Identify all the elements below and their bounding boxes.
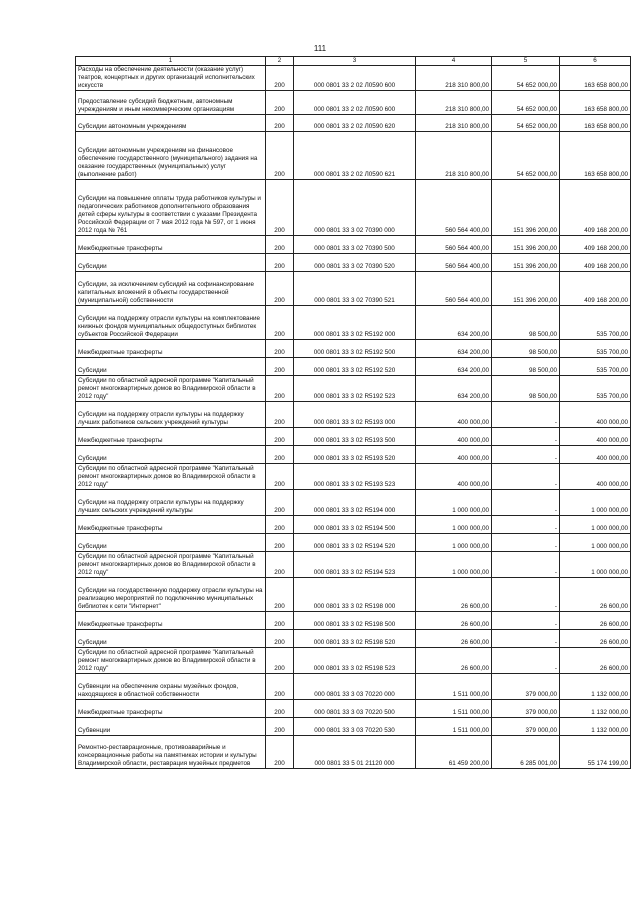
row-name-cell: Субсидии [76, 254, 266, 272]
row-value-cell: 400 000,00 [416, 464, 492, 490]
row-kbk-cell: 000 0801 33 3 02 R5192 500 [294, 340, 416, 358]
row-value-cell: 535 700,00 [560, 340, 631, 358]
row-value-cell: 634 200,00 [416, 358, 492, 376]
table-row [76, 612, 631, 630]
table-row [76, 446, 631, 464]
row-kbk-cell: 000 0801 33 3 02 R5194 520 [294, 534, 416, 552]
table-row [76, 376, 631, 402]
row-code-cell: 200 [266, 402, 294, 428]
header-cell: 3 [294, 57, 416, 66]
row-value-cell: 26 600,00 [560, 578, 631, 612]
row-kbk-cell: 000 0801 33 3 02 R5198 520 [294, 630, 416, 648]
row-value-cell: - [492, 402, 560, 428]
row-kbk-cell: 000 0801 33 2 02 Л0590 620 [294, 115, 416, 132]
row-name-cell: Ремонтно-реставрационные, противоаварийные и консервационные работы на памятниках истории и культуры Владимирской области, реставрация музейных предметов [76, 736, 266, 769]
budget-table-body [76, 57, 631, 769]
table-row [76, 552, 631, 578]
row-value-cell: 26 600,00 [416, 578, 492, 612]
table-row [76, 428, 631, 446]
row-kbk-cell: 000 0801 33 3 02 R5193 000 [294, 402, 416, 428]
row-value-cell: 151 396 200,00 [492, 180, 560, 236]
row-kbk-cell: 000 0801 33 3 03 70220 500 [294, 700, 416, 718]
row-code-cell: 200 [266, 66, 294, 91]
table-row [76, 700, 631, 718]
row-value-cell: 400 000,00 [416, 446, 492, 464]
row-value-cell: 1 132 000,00 [560, 718, 631, 736]
row-value-cell: 535 700,00 [560, 306, 631, 340]
table-row [76, 306, 631, 340]
row-value-cell: 98 500,00 [492, 358, 560, 376]
row-value-cell: 163 658 800,00 [560, 91, 631, 115]
table-row [76, 674, 631, 700]
row-code-cell: 200 [266, 648, 294, 674]
row-value-cell: - [492, 630, 560, 648]
row-kbk-cell: 000 0801 33 3 02 R5198 523 [294, 648, 416, 674]
row-name-cell: Межбюджетные трансферты [76, 236, 266, 254]
table-row [76, 254, 631, 272]
row-value-cell: 560 564 400,00 [416, 236, 492, 254]
table-row [76, 490, 631, 516]
row-name-cell: Субсидии по областной адресной программе "Капитальный ремонт многоквартирных домов во Владимирской области в 2012 году" [76, 552, 266, 578]
table-row [76, 464, 631, 490]
row-kbk-cell: 000 0801 33 3 02 70390 520 [294, 254, 416, 272]
row-name-cell: Субсидии [76, 358, 266, 376]
table-row [76, 534, 631, 552]
row-value-cell: 151 396 200,00 [492, 254, 560, 272]
row-value-cell: 400 000,00 [416, 402, 492, 428]
row-kbk-cell: 000 0801 33 2 02 Л0590 600 [294, 66, 416, 91]
row-value-cell: 1 000 000,00 [416, 552, 492, 578]
row-value-cell: 1 132 000,00 [560, 674, 631, 700]
row-value-cell: 1 000 000,00 [416, 534, 492, 552]
row-code-cell: 200 [266, 306, 294, 340]
row-kbk-cell: 000 0801 33 2 02 Л0590 621 [294, 132, 416, 180]
row-value-cell: 560 564 400,00 [416, 272, 492, 306]
column-number-header [76, 57, 631, 66]
row-value-cell: 560 564 400,00 [416, 180, 492, 236]
row-value-cell: - [492, 516, 560, 534]
row-value-cell: 163 658 800,00 [560, 132, 631, 180]
row-value-cell: 54 652 000,00 [492, 91, 560, 115]
row-kbk-cell: 000 0801 33 3 02 R5192 520 [294, 358, 416, 376]
row-value-cell: - [492, 578, 560, 612]
row-kbk-cell: 000 0801 33 3 02 R5192 523 [294, 376, 416, 402]
row-name-cell: Субсидии на поддержку отрасли культуры на поддержку лучших сельских учреждений культуры [76, 490, 266, 516]
row-kbk-cell: 000 0801 33 5 01 21120 000 [294, 736, 416, 769]
table-row [76, 578, 631, 612]
row-value-cell: 409 168 200,00 [560, 180, 631, 236]
row-name-cell: Субсидии на поддержку отрасли культуры на комплектование книжных фондов муниципальных общедоступных библиотек субъектов Российской Федерации [76, 306, 266, 340]
table-row [76, 115, 631, 132]
row-code-cell: 200 [266, 516, 294, 534]
row-code-cell: 200 [266, 578, 294, 612]
row-code-cell: 200 [266, 674, 294, 700]
row-value-cell: 634 200,00 [416, 340, 492, 358]
row-value-cell: - [492, 552, 560, 578]
row-code-cell: 200 [266, 490, 294, 516]
row-code-cell: 200 [266, 630, 294, 648]
row-value-cell: 26 600,00 [560, 630, 631, 648]
row-code-cell: 200 [266, 718, 294, 736]
row-name-cell: Субсидии [76, 630, 266, 648]
row-value-cell: 61 459 200,00 [416, 736, 492, 769]
row-kbk-cell: 000 0801 33 3 03 70220 530 [294, 718, 416, 736]
row-name-cell: Субсидии автономным учреждениям [76, 115, 266, 132]
table-row [76, 66, 631, 91]
header-cell: 5 [492, 57, 560, 66]
table-row [76, 132, 631, 180]
row-name-cell: Межбюджетные трансферты [76, 428, 266, 446]
table-row [76, 358, 631, 376]
table-row [76, 736, 631, 769]
row-value-cell: 151 396 200,00 [492, 272, 560, 306]
row-kbk-cell: 000 0801 33 3 02 R5194 500 [294, 516, 416, 534]
row-kbk-cell: 000 0801 33 3 02 70390 521 [294, 272, 416, 306]
row-value-cell: - [492, 612, 560, 630]
table-row [76, 91, 631, 115]
row-value-cell: 55 174 199,00 [560, 736, 631, 769]
row-code-cell: 200 [266, 91, 294, 115]
row-value-cell: 1 132 000,00 [560, 700, 631, 718]
row-name-cell: Субсидии на государственную поддержку отрасли культуры на реализацию мероприятий по подключению муниципальных библиотек к сети "Интернет" [76, 578, 266, 612]
row-value-cell: 54 652 000,00 [492, 132, 560, 180]
row-kbk-cell: 000 0801 33 3 02 R5193 500 [294, 428, 416, 446]
table-row [76, 180, 631, 236]
row-value-cell: 379 000,00 [492, 674, 560, 700]
row-code-cell: 200 [266, 446, 294, 464]
row-value-cell: 163 658 800,00 [560, 115, 631, 132]
row-name-cell: Предоставление субсидий бюджетным, автономным учреждениям и иным некоммерческим организациям [76, 91, 266, 115]
row-value-cell: 54 652 000,00 [492, 66, 560, 91]
row-kbk-cell: 000 0801 33 3 02 70390 000 [294, 180, 416, 236]
row-value-cell: - [492, 428, 560, 446]
row-value-cell: 400 000,00 [560, 428, 631, 446]
row-value-cell: 379 000,00 [492, 700, 560, 718]
row-value-cell: 560 564 400,00 [416, 254, 492, 272]
row-value-cell: 409 168 200,00 [560, 254, 631, 272]
row-name-cell: Субсидии по областной адресной программе "Капитальный ремонт многоквартирных домов во Владимирской области в 2012 году" [76, 464, 266, 490]
row-value-cell: 400 000,00 [560, 402, 631, 428]
row-kbk-cell: 000 0801 33 3 02 R5194 000 [294, 490, 416, 516]
row-value-cell: 163 658 800,00 [560, 66, 631, 91]
row-kbk-cell: 000 0801 33 3 02 R5193 520 [294, 446, 416, 464]
row-kbk-cell: 000 0801 33 3 02 R5194 523 [294, 552, 416, 578]
row-value-cell: 409 168 200,00 [560, 272, 631, 306]
row-code-cell: 200 [266, 534, 294, 552]
row-name-cell: Субсидии по областной адресной программе "Капитальный ремонт многоквартирных домов во Владимирской области в 2012 году" [76, 648, 266, 674]
row-value-cell: 26 600,00 [560, 648, 631, 674]
table-row [76, 340, 631, 358]
row-value-cell: 379 000,00 [492, 718, 560, 736]
row-value-cell: 634 200,00 [416, 376, 492, 402]
row-kbk-cell: 000 0801 33 3 02 R5198 000 [294, 578, 416, 612]
row-value-cell: 1 000 000,00 [560, 490, 631, 516]
row-value-cell: 26 600,00 [560, 612, 631, 630]
row-value-cell: 1 511 000,00 [416, 674, 492, 700]
row-value-cell: 1 511 000,00 [416, 700, 492, 718]
row-code-cell: 200 [266, 115, 294, 132]
row-value-cell: 535 700,00 [560, 376, 631, 402]
row-value-cell: 400 000,00 [560, 464, 631, 490]
row-value-cell: 54 652 000,00 [492, 115, 560, 132]
row-name-cell: Субвенции [76, 718, 266, 736]
table-row [76, 718, 631, 736]
table-row [76, 402, 631, 428]
row-code-cell: 200 [266, 376, 294, 402]
row-value-cell: 151 396 200,00 [492, 236, 560, 254]
row-name-cell: Межбюджетные трансферты [76, 340, 266, 358]
row-value-cell: 26 600,00 [416, 648, 492, 674]
row-value-cell: 6 285 001,00 [492, 736, 560, 769]
row-value-cell: 218 310 800,00 [416, 91, 492, 115]
table-row [76, 630, 631, 648]
row-value-cell: 535 700,00 [560, 358, 631, 376]
table-row [76, 236, 631, 254]
row-code-cell: 200 [266, 254, 294, 272]
row-value-cell: 218 310 800,00 [416, 66, 492, 91]
row-name-cell: Межбюджетные трансферты [76, 612, 266, 630]
table-row [76, 648, 631, 674]
row-code-cell: 200 [266, 358, 294, 376]
row-name-cell: Субсидии по областной адресной программе "Капитальный ремонт многоквартирных домов во Владимирской области в 2012 году" [76, 376, 266, 402]
row-kbk-cell: 000 0801 33 2 02 Л0590 600 [294, 91, 416, 115]
row-name-cell: Субсидии [76, 534, 266, 552]
row-code-cell: 200 [266, 736, 294, 769]
row-value-cell: 98 500,00 [492, 376, 560, 402]
row-kbk-cell: 000 0801 33 3 03 70220 000 [294, 674, 416, 700]
row-value-cell: 634 200,00 [416, 306, 492, 340]
row-value-cell: 400 000,00 [560, 446, 631, 464]
row-value-cell: 1 000 000,00 [560, 516, 631, 534]
row-code-cell: 200 [266, 180, 294, 236]
row-kbk-cell: 000 0801 33 3 02 R5198 500 [294, 612, 416, 630]
row-code-cell: 200 [266, 340, 294, 358]
row-code-cell: 200 [266, 552, 294, 578]
budget-table [75, 56, 631, 769]
header-cell: 1 [76, 57, 266, 66]
row-value-cell: 26 600,00 [416, 630, 492, 648]
row-name-cell: Субсидии [76, 446, 266, 464]
row-value-cell: 98 500,00 [492, 340, 560, 358]
row-value-cell: 218 310 800,00 [416, 132, 492, 180]
row-code-cell: 200 [266, 700, 294, 718]
row-name-cell: Межбюджетные трансферты [76, 516, 266, 534]
page-number: 111 [313, 44, 327, 53]
table-row [76, 516, 631, 534]
row-code-cell: 200 [266, 428, 294, 446]
header-cell: 2 [266, 57, 294, 66]
row-value-cell: 409 168 200,00 [560, 236, 631, 254]
row-name-cell: Субвенции на обеспечение охраны музейных фондов, находящихся в областной собственности [76, 674, 266, 700]
row-name-cell: Расходы на обеспечение деятельности (оказание услуг) театров, концертных и других организаций исполнительских искусств [76, 66, 266, 91]
row-value-cell: - [492, 446, 560, 464]
row-code-cell: 200 [266, 464, 294, 490]
header-cell: 4 [416, 57, 492, 66]
row-name-cell: Субсидии, за исключением субсидий на софинансирование капитальных вложений в объекты государственной (муниципальной) собственности [76, 272, 266, 306]
row-value-cell: - [492, 534, 560, 552]
row-name-cell: Межбюджетные трансферты [76, 700, 266, 718]
row-code-cell: 200 [266, 272, 294, 306]
row-value-cell: 400 000,00 [416, 428, 492, 446]
row-name-cell: Субсидии на повышение оплаты труда работников культуры и педагогических работников дополнительного образования детей сферы культуры в соответствии с указами Президента Российской Федерации от 7 мая 2012 года № 597, от 1 июня 2012 года № 761 [76, 180, 266, 236]
row-name-cell: Субсидии автономным учреждениям на финансовое обеспечение государственного (муниципального) задания на оказание государственных (муниципальных) услуг (выполнение работ) [76, 132, 266, 180]
row-code-cell: 200 [266, 132, 294, 180]
row-value-cell: 1 000 000,00 [416, 516, 492, 534]
row-value-cell: 26 600,00 [416, 612, 492, 630]
row-value-cell: 1 000 000,00 [416, 490, 492, 516]
row-kbk-cell: 000 0801 33 3 02 70390 500 [294, 236, 416, 254]
row-code-cell: 200 [266, 236, 294, 254]
row-value-cell: 98 500,00 [492, 306, 560, 340]
header-cell: 6 [560, 57, 631, 66]
row-kbk-cell: 000 0801 33 3 02 R5192 000 [294, 306, 416, 340]
row-code-cell: 200 [266, 612, 294, 630]
row-value-cell: - [492, 464, 560, 490]
row-value-cell: 218 310 800,00 [416, 115, 492, 132]
row-value-cell: 1 511 000,00 [416, 718, 492, 736]
row-value-cell: 1 000 000,00 [560, 534, 631, 552]
row-value-cell: 1 000 000,00 [560, 552, 631, 578]
table-row [76, 272, 631, 306]
row-name-cell: Субсидии на поддержку отрасли культуры на поддержку лучших работников сельских учреждений культуры [76, 402, 266, 428]
row-kbk-cell: 000 0801 33 3 02 R5193 523 [294, 464, 416, 490]
row-value-cell: - [492, 490, 560, 516]
row-value-cell: - [492, 648, 560, 674]
